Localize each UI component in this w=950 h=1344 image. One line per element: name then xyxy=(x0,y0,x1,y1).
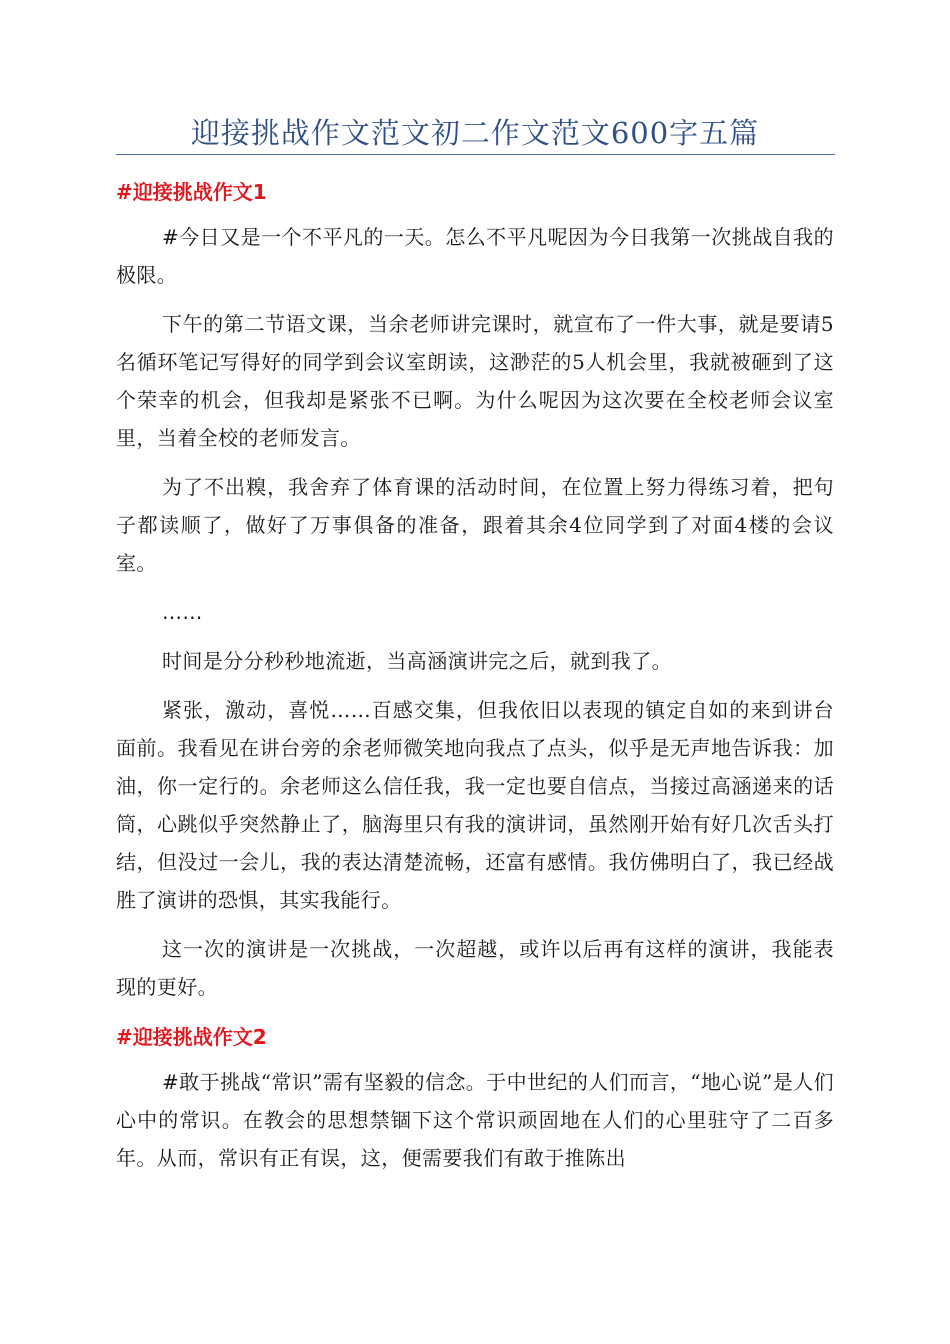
section-heading-2: #迎接挑战作文2 xyxy=(116,1025,267,1049)
paragraph-ellipsis: …… xyxy=(162,600,203,624)
paragraph: #今日又是一个不平凡的一天。怎么不平凡呢因为今日我第一次挑战自我的极限。 xyxy=(116,225,834,287)
paragraph: #敢于挑战“常识”需有坚毅的信念。于中世纪的人们而言，“地心说”是人们心中的常识。在教会的思想禁锢下这个常识顽固地在人们的心里驻守了二百多年。从而，常识有正有误，这，便需要我们有敢于推陈出 xyxy=(116,1070,834,1170)
paragraph: 时间是分分秒秒地流逝，当高涵演讲完之后，就到我了。 xyxy=(162,649,672,673)
paragraph: 为了不出糗，我舍弃了体育课的活动时间，在位置上努力得练习着，把句子都读顺了，做好了万事俱备的准备，跟着其余4位同学到了对面4楼的会议室。 xyxy=(116,475,834,575)
paragraph: 这一次的演讲是一次挑战，一次超越，或许以后再有这样的演讲，我能表现的更好。 xyxy=(116,937,834,999)
title-underline xyxy=(116,154,835,155)
paragraph: 下午的第二节语文课，当余老师讲完课时，就宣布了一件大事，就是要请5名循环笔记写得好的同学到会议室朗读，这渺茫的5人机会里，我就被砸到了这个荣幸的机会，但我却是紧张不已啊。为什么呢因为这次要在全校老师会议室里，当着全校的老师发言。 xyxy=(116,312,834,450)
document-body xyxy=(116,172,834,1188)
section-heading-1: #迎接挑战作文1 xyxy=(116,180,267,204)
document-title: 迎接挑战作文范文初二作文范文600字五篇 xyxy=(190,116,760,150)
paragraph: 紧张，激动，喜悦……百感交集，但我依旧以表现的镇定自如的来到讲台面前。我看见在讲台旁的余老师微笑地向我点了点头，似乎是无声地告诉我：加油，你一定行的。余老师这么信任我，我一定也要自信点，当接过高涵递来的话筒，心跳似乎突然静止了，脑海里只有我的演讲词，虽然刚开始有好几次舌头打结，但没过一会儿，我的表达清楚流畅，还富有感情。我仿佛明白了，我已经战胜了演讲的恐惧，其实我能行。 xyxy=(116,698,834,912)
